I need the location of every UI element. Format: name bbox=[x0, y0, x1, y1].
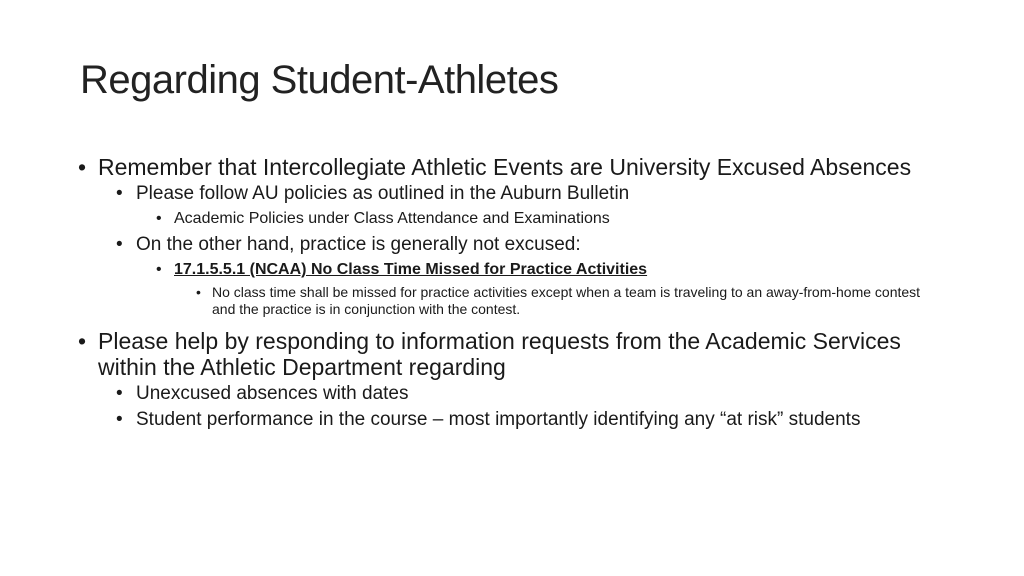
bullet-text: Academic Policies under Class Attendance and Examinations bbox=[174, 210, 610, 227]
bullet-ncaa-rule-text bbox=[78, 284, 938, 318]
bullet-text: Student performance in the course – most importantly identifying any “at risk” students bbox=[136, 409, 861, 430]
bullet-icon: • bbox=[116, 409, 123, 430]
ncaa-rule-reference: 17.1.5.5.1 (NCAA) No Class Time Missed for Practice Activities bbox=[174, 261, 648, 278]
bullet-academic-policies bbox=[78, 208, 938, 230]
bullet-text: Please help by responding to information requests from the Academic Services within the Athletic Department regarding bbox=[98, 328, 901, 380]
bullet-icon: • bbox=[156, 261, 162, 278]
bullet-icon: • bbox=[116, 383, 123, 404]
bullet-student-performance bbox=[78, 408, 938, 432]
bullet-text: Unexcused absences with dates bbox=[136, 383, 409, 404]
bullet-text: On the other hand, practice is generally not excused: bbox=[136, 234, 581, 255]
bullet-text: Please follow AU policies as outlined in the Auburn Bulletin bbox=[136, 183, 630, 204]
bullet-icon: • bbox=[196, 284, 201, 300]
bullet-text: No class time shall be missed for practice activities except when a team is traveling to an away-from-home contest and the practice is in conjunction with the contest. bbox=[212, 284, 921, 317]
bullet-icon: • bbox=[78, 154, 87, 180]
bullet-text: Remember that Intercollegiate Athletic Events are University Excused Absences bbox=[98, 154, 912, 180]
bullet-au-policies bbox=[78, 182, 938, 206]
bullet-icon: • bbox=[116, 183, 123, 204]
bullet-unexcused-absences bbox=[78, 382, 938, 406]
bullet-icon: • bbox=[156, 210, 162, 227]
bullet-excused-absences bbox=[78, 154, 938, 180]
bullet-icon: • bbox=[116, 234, 123, 255]
bullet-icon: • bbox=[78, 328, 87, 354]
bullet-ncaa-rule bbox=[78, 259, 938, 281]
slide-body bbox=[78, 154, 938, 434]
slide-title: Regarding Student-Athletes bbox=[80, 58, 559, 102]
bullet-help-responding bbox=[78, 328, 938, 380]
bullet-practice bbox=[78, 233, 938, 257]
